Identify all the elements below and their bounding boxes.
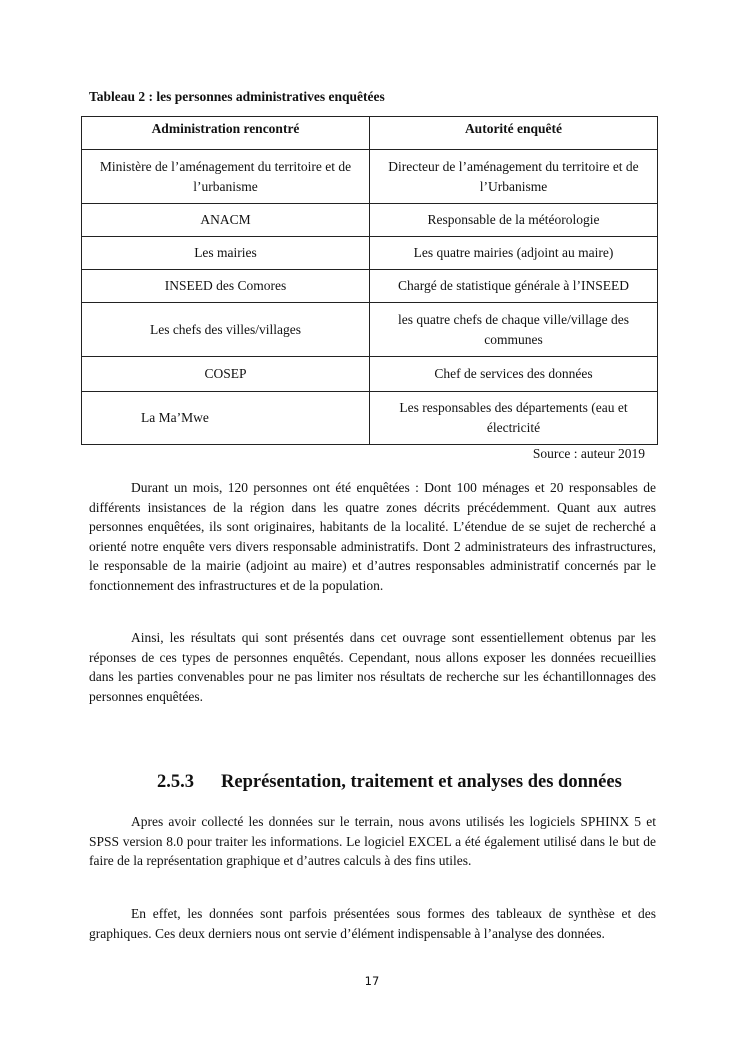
paragraph: Ainsi, les résultats qui sont présentés dans cet ouvrage sont essentiellement obtenus par les réponses de ces types de personnes enquêtés. Cependant, nous allons exposer les données recueillies dans les parties convenables pour ne pas limiter nos résultats de recherche sur les échantillonnages des personnes enquêtées. [89, 630, 656, 704]
table-cell: Chef de services des données [370, 357, 658, 392]
table-row [82, 204, 658, 237]
paragraph: Apres avoir collecté les données sur le terrain, nous avons utilisés les logiciels SPHINX 5 et SPSS version 8.0 pour traiter les informations. Le logiciel EXCEL a été également utilisé dans le but de faire de la représentation graphique et d’autres calculs à des fins utiles. [89, 814, 656, 869]
table-cell: Responsable de la météorologie [370, 204, 658, 237]
table-row [82, 392, 658, 445]
table-row [82, 270, 658, 303]
paragraph: Durant un mois, 120 personnes ont été enquêtées : Dont 100 ménages et 20 responsables de différents insistances de la région dans les quatre zones décrits précédemment. Quant aux autres personnes enquêtées, ils sont originaires, habitants de la localité. L’étendue de se sujet de recherché a orienté notre enquête vers divers responsable administratifs. Dont 2 administrateurs des infrastructures, le responsable de la mairie (adjoint au maire) et d’autres responsables administratif concernés par le fonctionnement des infrastructures et de la population. [89, 480, 656, 593]
column-header-autorite: Autorité enquêté [370, 117, 658, 150]
table-row [82, 303, 658, 357]
section-number: 2.5.3 [157, 772, 194, 792]
page-number: 17 [364, 974, 380, 988]
table-source: Source : auteur 2019 [532, 446, 645, 461]
table-caption: Tableau 2 : les personnes administratives enquêtées [89, 89, 385, 104]
table-cell: Ministère de l’aménagement du territoire et de l’urbanisme [82, 150, 370, 204]
table-row [82, 237, 658, 270]
table-cell: Les quatre mairies (adjoint au maire) [370, 237, 658, 270]
administrations-table [81, 116, 658, 445]
table-row [82, 357, 658, 392]
table-row [82, 150, 658, 204]
table-cell: Les chefs des villes/villages [82, 303, 370, 357]
table-header-row [82, 117, 658, 150]
paragraph: En effet, les données sont parfois présentées sous formes des tableaux de synthèse et des graphiques. Ces deux derniers nous ont servie d’élément indispensable à l’analyse des données. [89, 906, 656, 941]
table-cell: INSEED des Comores [82, 270, 370, 303]
section-heading [157, 772, 622, 793]
table-cell: ANACM [82, 204, 370, 237]
section-title: Représentation, traitement et analyses des données [221, 772, 622, 792]
table-cell: COSEP [82, 357, 370, 392]
column-header-administration: Administration rencontré [82, 117, 370, 150]
table-cell: Les responsables des départements (eau et électricité [370, 392, 658, 445]
table-cell: Chargé de statistique générale à l’INSEED [370, 270, 658, 303]
table-cell: La Ma’Mwe [82, 392, 370, 445]
table-cell: Directeur de l’aménagement du territoire et de l’Urbanisme [370, 150, 658, 204]
table-cell: Les mairies [82, 237, 370, 270]
table-cell: les quatre chefs de chaque ville/village des communes [370, 303, 658, 357]
